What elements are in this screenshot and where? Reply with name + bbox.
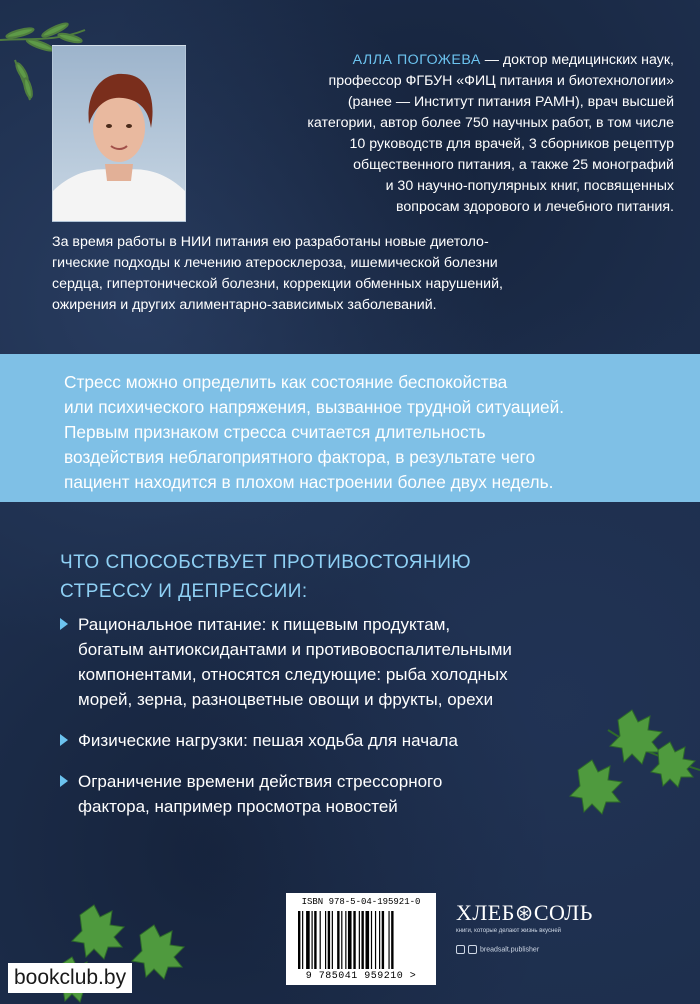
telegram-icon — [456, 945, 465, 954]
tip-line: морей, зерна, разноцветные овощи и фрукты, орехи — [78, 690, 494, 709]
author-bio-line: профессор ФГБУН «ФИЦ питания и биотехнологии» — [328, 73, 674, 89]
author-bio-line: общественного питания, а также 25 монографий — [353, 157, 674, 173]
barcode-digits: 9 785041 959210 > — [305, 971, 417, 982]
author-extra-line: сердца, гипертонической болезни, коррекции обменных нарушений, — [52, 276, 503, 292]
author-bio-line: — доктор медицинских наук, — [480, 52, 674, 68]
author-bio-line: 10 руководств для врачей, 3 сборников рецептур — [349, 136, 674, 152]
barcode — [286, 893, 436, 985]
publisher-logo: ХЛЕБ⊛СОЛЬ — [456, 900, 593, 925]
tips-heading-line: СТРЕССУ И ДЕПРЕССИИ: — [60, 581, 308, 602]
tip-item — [60, 728, 590, 753]
tips-heading-line: ЧТО СПОСОБСТВУЕТ ПРОТИВОСТОЯНИЮ — [60, 552, 472, 573]
bullet-triangle-icon — [60, 734, 68, 746]
vk-icon — [468, 945, 477, 954]
stress-line: воздействия неблагоприятного фактора, в результате чего — [64, 447, 536, 467]
stress-line: или психического напряжения, вызванное трудной ситуацией. — [64, 397, 565, 417]
tip-line: компонентами, относятся следующие: рыба холодных — [78, 665, 508, 684]
author-photo — [52, 45, 186, 222]
tip-item — [60, 769, 590, 819]
author-bio — [204, 50, 674, 218]
tip-item — [60, 612, 590, 712]
author-bio-line: и 30 научно-популярных книг, посвященных — [385, 178, 674, 194]
tip-line: Физические нагрузки: пешая ходьба для начала — [78, 731, 458, 750]
bullet-triangle-icon — [60, 618, 68, 630]
barcode-bars — [298, 911, 424, 969]
stress-line: пациент находится в плохом настроении более двух недель. — [64, 472, 554, 492]
stress-definition-text — [64, 370, 684, 495]
tip-line: Рациональное питание: к пищевым продуктам, — [78, 615, 451, 634]
tips-heading — [60, 548, 620, 606]
author-achievements — [52, 232, 677, 316]
tip-line: фактора, например просмотра новостей — [78, 797, 398, 816]
author-name: АЛЛА ПОГОЖЕВА — [352, 52, 481, 68]
tips-list — [60, 612, 590, 835]
author-bio-line: (ранее — Институт питания РАМН), врач высшей — [347, 94, 674, 110]
watermark: bookclub.by — [8, 963, 132, 993]
author-bio-line: категории, автор более 750 научных работ, в том числе — [307, 115, 674, 131]
publisher-social-handle: breadsalt.publisher — [480, 946, 540, 954]
isbn-text: ISBN 978-5-04-195921-0 — [301, 897, 421, 907]
stress-line: Первым признаком стресса считается длительность — [64, 422, 486, 442]
stress-definition-band — [0, 354, 700, 502]
tip-line: богатым антиоксидантами и противовоспалительными — [78, 640, 512, 659]
author-extra-line: ожирения и других алиментарно-зависимых заболеваний. — [52, 297, 437, 313]
bullet-triangle-icon — [60, 775, 68, 787]
publisher-tagline: книги, которые делают жизнь вкусней — [456, 928, 562, 934]
stress-line: Стресс можно определить как состояние беспокойства — [64, 372, 508, 392]
tip-line: Ограничение времени действия стрессорного — [78, 772, 443, 791]
author-extra-line: За время работы в НИИ питания ею разработаны новые диетоло- — [52, 234, 489, 250]
publisher-social — [456, 945, 539, 954]
author-extra-line: гические подходы к лечению атеросклероза, ишемической болезни — [52, 255, 498, 271]
author-bio-line: вопросам здорового и лечебного питания. — [396, 199, 674, 215]
